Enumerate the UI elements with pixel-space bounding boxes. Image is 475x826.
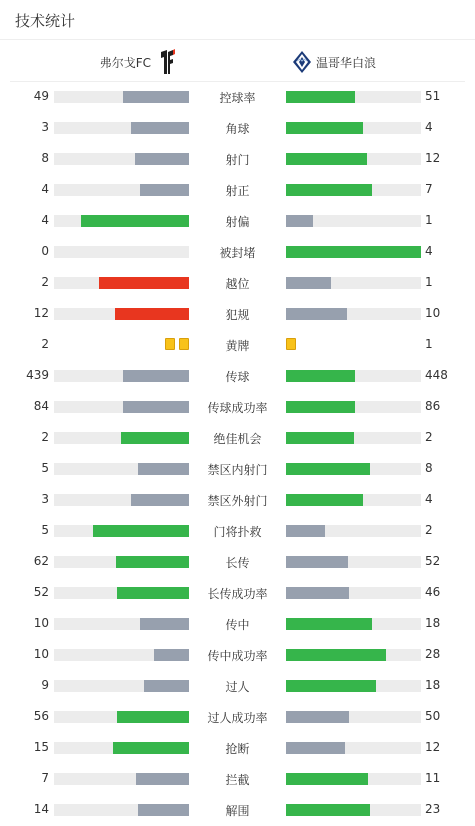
stats-list <box>0 81 475 825</box>
home-bar-track <box>54 649 189 661</box>
stat-row <box>0 577 475 608</box>
stat-row <box>0 143 475 174</box>
stat-label: 门将扑救 <box>213 525 262 539</box>
stat-row <box>0 608 475 639</box>
home-value: 14 <box>33 802 49 816</box>
home-team-name: 弗尔戈FC <box>99 55 151 70</box>
away-value: 51 <box>425 89 441 103</box>
home-value: 2 <box>41 430 49 444</box>
stat-label: 传中 <box>225 618 250 632</box>
away-value: 46 <box>425 585 441 599</box>
home-bar-fill <box>138 463 189 475</box>
home-bar-track <box>54 215 189 227</box>
away-bar-track <box>286 308 421 320</box>
home-bar-track <box>54 494 189 506</box>
away-bar-fill <box>286 246 421 258</box>
stat-label: 控球率 <box>219 91 256 105</box>
yellow-card-icon <box>179 338 189 350</box>
away-bar-fill <box>286 556 348 568</box>
stat-row <box>0 670 475 701</box>
home-value: 56 <box>33 709 49 723</box>
away-value: 10 <box>425 306 441 320</box>
away-value: 1 <box>425 213 433 227</box>
home-value: 62 <box>33 554 49 568</box>
home-bar-fill <box>116 556 189 568</box>
home-bar-fill <box>117 587 189 599</box>
away-bar-track <box>286 556 421 568</box>
home-bar-track <box>54 711 189 723</box>
away-value: 12 <box>425 740 441 754</box>
away-bar-track <box>286 153 421 165</box>
home-value: 3 <box>41 492 49 506</box>
whitecaps-crest-icon <box>292 49 312 75</box>
away-bar-track <box>286 91 421 103</box>
home-bar-fill <box>121 432 189 444</box>
away-yellow-cards <box>286 338 296 350</box>
stat-label: 长传 <box>225 556 250 570</box>
stat-row <box>0 391 475 422</box>
teams-header <box>10 41 465 82</box>
home-bar-fill <box>140 618 189 630</box>
home-bar-track <box>54 246 189 258</box>
away-bar-fill <box>286 401 355 413</box>
stat-label: 拦截 <box>225 773 250 787</box>
stat-row <box>0 546 475 577</box>
stats-header <box>0 0 475 40</box>
page-title: 技术统计 <box>15 12 76 30</box>
home-bar-track <box>54 556 189 568</box>
stat-row <box>0 701 475 732</box>
away-value: 448 <box>425 368 448 382</box>
forge-fc-crest-icon <box>157 49 177 75</box>
stat-row <box>0 732 475 763</box>
away-value: 52 <box>425 554 441 568</box>
home-bar-track <box>54 122 189 134</box>
home-value: 0 <box>41 244 49 258</box>
away-bar-fill <box>286 432 354 444</box>
away-bar-fill <box>286 680 376 692</box>
away-bar-track <box>286 401 421 413</box>
away-value: 8 <box>425 461 433 475</box>
away-bar-track <box>286 587 421 599</box>
home-value: 12 <box>33 306 49 320</box>
stat-label: 射门 <box>225 153 250 167</box>
away-bar-fill <box>286 215 313 227</box>
stat-row <box>0 205 475 236</box>
home-bar-track <box>54 773 189 785</box>
away-bar-fill <box>286 308 347 320</box>
away-value: 4 <box>425 244 433 258</box>
away-bar-track <box>286 804 421 816</box>
stat-label: 被封堵 <box>219 246 256 260</box>
home-bar-track <box>54 680 189 692</box>
stat-label: 黄牌 <box>225 339 250 353</box>
away-value: 18 <box>425 678 441 692</box>
stat-row <box>0 329 475 360</box>
away-bar-track <box>286 680 421 692</box>
home-bar-track <box>54 587 189 599</box>
away-bar-track <box>286 215 421 227</box>
home-value: 9 <box>41 678 49 692</box>
stat-row <box>0 174 475 205</box>
home-value: 2 <box>41 275 49 289</box>
away-bar-fill <box>286 494 363 506</box>
away-bar-track <box>286 742 421 754</box>
away-bar-track <box>286 122 421 134</box>
home-bar-fill <box>154 649 189 661</box>
home-bar-track <box>54 91 189 103</box>
away-bar-track <box>286 184 421 196</box>
stat-row <box>0 515 475 546</box>
away-bar-track <box>286 711 421 723</box>
stat-row <box>0 298 475 329</box>
away-value: 86 <box>425 399 441 413</box>
yellow-card-icon <box>165 338 175 350</box>
home-bar-track <box>54 277 189 289</box>
away-bar-fill <box>286 618 372 630</box>
stat-label: 过人 <box>225 680 250 694</box>
home-bar-fill <box>123 370 189 382</box>
stat-row <box>0 360 475 391</box>
stat-label: 射偏 <box>225 215 250 229</box>
away-value: 12 <box>425 151 441 165</box>
away-value: 28 <box>425 647 441 661</box>
away-bar-fill <box>286 711 349 723</box>
home-value: 2 <box>41 337 49 351</box>
away-value: 50 <box>425 709 441 723</box>
away-bar-track <box>286 525 421 537</box>
home-value: 4 <box>41 213 49 227</box>
stat-row <box>0 112 475 143</box>
home-value: 8 <box>41 151 49 165</box>
home-value: 49 <box>33 89 49 103</box>
home-bar-track <box>54 308 189 320</box>
home-value: 7 <box>41 771 49 785</box>
home-bar-fill <box>131 122 189 134</box>
home-value: 10 <box>33 647 49 661</box>
stat-label: 角球 <box>225 122 250 136</box>
stat-row <box>0 484 475 515</box>
home-bar-fill <box>138 804 189 816</box>
stat-row <box>0 794 475 825</box>
home-value: 3 <box>41 120 49 134</box>
away-bar-track <box>286 463 421 475</box>
home-bar-fill <box>123 401 189 413</box>
home-bar-fill <box>115 308 189 320</box>
stat-row <box>0 639 475 670</box>
stat-label: 解围 <box>225 804 250 818</box>
stat-label: 越位 <box>225 277 250 291</box>
away-value: 1 <box>425 275 433 289</box>
away-bar-fill <box>286 587 349 599</box>
stat-row <box>0 422 475 453</box>
home-bar-track <box>54 804 189 816</box>
home-bar-fill <box>140 184 189 196</box>
away-bar-track <box>286 246 421 258</box>
home-bar-track <box>54 742 189 754</box>
away-bar-fill <box>286 525 325 537</box>
stat-label: 抢断 <box>225 742 250 756</box>
home-value: 52 <box>33 585 49 599</box>
home-bar-fill <box>81 215 189 227</box>
stat-row <box>0 81 475 112</box>
stat-row <box>0 453 475 484</box>
home-value: 15 <box>33 740 49 754</box>
home-bar-track <box>54 432 189 444</box>
home-bar-track <box>54 370 189 382</box>
yellow-card-icon <box>286 338 296 350</box>
home-bar-fill <box>136 773 189 785</box>
home-bar-track <box>54 184 189 196</box>
away-bar-track <box>286 649 421 661</box>
away-value: 18 <box>425 616 441 630</box>
away-bar-fill <box>286 153 367 165</box>
away-bar-fill <box>286 370 355 382</box>
away-bar-fill <box>286 122 363 134</box>
stat-row <box>0 763 475 794</box>
away-value: 7 <box>425 182 433 196</box>
home-bar-fill <box>144 680 189 692</box>
away-bar-fill <box>286 463 370 475</box>
away-bar-fill <box>286 277 331 289</box>
away-bar-fill <box>286 742 345 754</box>
home-bar-fill <box>99 277 189 289</box>
home-bar-fill <box>135 153 189 165</box>
home-value: 439 <box>26 368 49 382</box>
home-value: 5 <box>41 523 49 537</box>
away-bar-track <box>286 277 421 289</box>
stat-label: 犯规 <box>225 308 250 322</box>
away-value: 4 <box>425 492 433 506</box>
home-bar-track <box>54 618 189 630</box>
stat-label: 过人成功率 <box>207 711 268 725</box>
stat-label: 绝佳机会 <box>213 432 262 446</box>
home-bar-track <box>54 401 189 413</box>
away-bar-track <box>286 432 421 444</box>
away-bar-fill <box>286 649 386 661</box>
away-bar-fill <box>286 91 355 103</box>
stat-row <box>0 267 475 298</box>
stat-label: 传球成功率 <box>207 401 268 415</box>
stat-row <box>0 236 475 267</box>
stat-label: 传中成功率 <box>207 649 268 663</box>
away-value: 11 <box>425 771 441 785</box>
away-value: 4 <box>425 120 433 134</box>
away-team[interactable] <box>292 48 376 76</box>
home-value: 10 <box>33 616 49 630</box>
stat-label: 禁区外射门 <box>207 494 268 508</box>
home-bar-fill <box>113 742 189 754</box>
stat-label: 传球 <box>225 370 250 384</box>
home-value: 5 <box>41 461 49 475</box>
home-bar-fill <box>131 494 189 506</box>
away-bar-track <box>286 370 421 382</box>
home-value: 4 <box>41 182 49 196</box>
stat-label: 禁区内射门 <box>207 463 268 477</box>
home-bar-fill <box>93 525 189 537</box>
stat-label: 长传成功率 <box>207 587 268 601</box>
away-bar-fill <box>286 804 370 816</box>
away-value: 23 <box>425 802 441 816</box>
home-bar-track <box>54 153 189 165</box>
away-value: 2 <box>425 430 433 444</box>
away-bar-track <box>286 773 421 785</box>
home-yellow-cards <box>165 338 189 350</box>
away-value: 1 <box>425 337 433 351</box>
away-bar-fill <box>286 773 368 785</box>
away-value: 2 <box>425 523 433 537</box>
home-bar-fill <box>117 711 189 723</box>
away-team-name: 温哥华白浪 <box>316 55 377 70</box>
home-bar-track <box>54 463 189 475</box>
home-value: 84 <box>33 399 49 413</box>
home-team[interactable] <box>100 48 177 76</box>
stat-label: 射正 <box>225 184 250 198</box>
away-bar-fill <box>286 184 372 196</box>
away-bar-track <box>286 618 421 630</box>
home-bar-track <box>54 525 189 537</box>
away-bar-track <box>286 494 421 506</box>
home-bar-fill <box>123 91 189 103</box>
